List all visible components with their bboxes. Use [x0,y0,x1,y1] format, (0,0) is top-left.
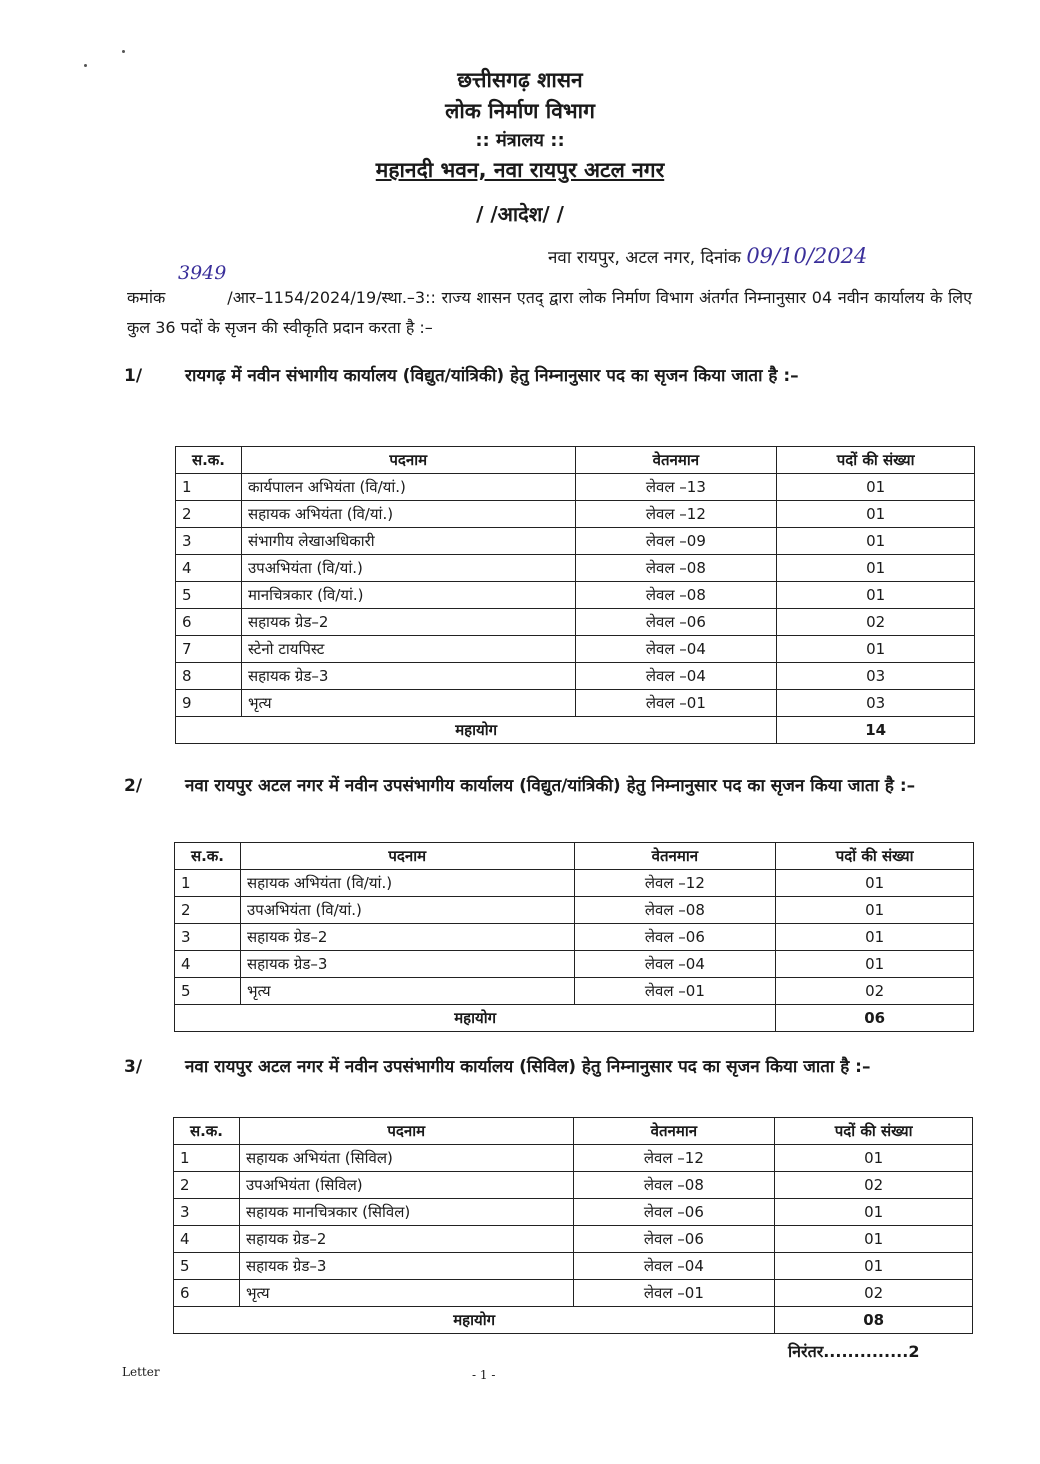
section-text: नवा रायपुर अटल नगर में नवीन उपसंभागीय कार्यालय (विद्युत/यांत्रिकी) हेतु निम्नानुसार पद का सृजन किया जाता है :– [185,776,916,796]
cell-count: 03 [777,663,975,690]
table-row [175,978,974,1005]
handwritten-date: 09/10/2024 [746,244,868,268]
table-row [176,636,975,663]
table-row [174,1226,973,1253]
col-header-pay: वेतनमान [574,843,776,870]
cell-post: सहायक ग्रेड–2 [239,1226,573,1253]
cell-sn: 4 [176,555,242,582]
posts-table [173,1117,973,1334]
posts-table [175,446,975,744]
continued-marker: निरंतर..............2 [788,1342,920,1361]
table-row [176,663,975,690]
header-department: लोक निर्माण विभाग [445,99,595,123]
cell-sn: 9 [176,690,242,717]
cell-count: 01 [777,555,975,582]
cell-post: उपअभियंता (वि/यां.) [241,555,575,582]
cell-post: भृत्य [241,690,575,717]
cell-post: संभागीय लेखाअधिकारी [241,528,575,555]
cell-count: 01 [776,951,974,978]
cell-total-label: महायोग [174,1307,775,1334]
table-row [176,501,975,528]
table-row [176,555,975,582]
cell-count: 02 [775,1172,973,1199]
table-row [176,582,975,609]
cell-count: 01 [775,1253,973,1280]
col-header-post: पदनाम [239,1118,573,1145]
cell-total-value: 06 [776,1005,974,1032]
cell-pay: लेवल –08 [575,582,777,609]
section-number: 1/ [124,366,143,386]
posts-table [174,842,974,1032]
cell-sn: 2 [174,1172,240,1199]
table-row [174,1172,973,1199]
col-header-count: पदों की संख्या [777,447,975,474]
cell-sn: 1 [175,870,241,897]
cell-count: 01 [775,1145,973,1172]
cell-sn: 2 [176,501,242,528]
col-header-post: पदनाम [241,447,575,474]
dateline-place: नवा रायपुर, अटल नगर, दिनांक [548,248,741,268]
cell-sn: 4 [174,1226,240,1253]
cell-count: 01 [777,528,975,555]
cell-post: उपअभियंता (सिविल) [239,1172,573,1199]
cell-sn: 7 [176,636,242,663]
cell-pay: लेवल –12 [573,1145,775,1172]
cell-post: कार्यपालन अभियंता (वि/यां.) [241,474,575,501]
order-paragraph [127,283,972,343]
cell-sn: 6 [174,1280,240,1307]
cell-sn: 5 [175,978,241,1005]
cell-total-value: 14 [777,717,975,744]
cell-count: 03 [777,690,975,717]
cell-sn: 2 [175,897,241,924]
header-address: महानदी भवन, नवा रायपुर अटल नगर [375,158,665,182]
scan-speck [122,50,125,53]
paper-size-label: Letter [122,1365,160,1379]
table-total-row [174,1307,973,1334]
table-row [175,870,974,897]
cell-pay: लेवल –04 [575,663,777,690]
cell-post: भृत्य [240,978,574,1005]
col-header-pay: वेतनमान [573,1118,775,1145]
order-title: / /आदेश/ / [476,202,564,226]
cell-post: स्टेनो टायपिस्ट [241,636,575,663]
col-header-sn: स.क. [176,447,242,474]
cell-count: 01 [775,1226,973,1253]
cell-pay: लेवल –01 [574,978,776,1005]
cell-count: 02 [777,609,975,636]
cell-pay: लेवल –08 [573,1172,775,1199]
cell-sn: 3 [176,528,242,555]
table-row [176,609,975,636]
cell-sn: 1 [176,474,242,501]
cell-count: 01 [777,501,975,528]
cell-pay: लेवल –13 [575,474,777,501]
cell-post: सहायक ग्रेड–3 [241,663,575,690]
cell-post: सहायक अभियंता (वि/यां.) [240,870,574,897]
col-header-sn: स.क. [175,843,241,870]
cell-count: 02 [776,978,974,1005]
cell-total-value: 08 [775,1307,973,1334]
cell-count: 01 [776,870,974,897]
cell-pay: लेवल –01 [575,690,777,717]
table-row [174,1199,973,1226]
cell-pay: लेवल –12 [574,870,776,897]
cell-pay: लेवल –12 [575,501,777,528]
cell-post: उपअभियंता (वि/यां.) [240,897,574,924]
cell-total-label: महायोग [175,1005,776,1032]
cell-pay: लेवल –06 [574,924,776,951]
col-header-count: पदों की संख्या [776,843,974,870]
cell-count: 01 [776,897,974,924]
header-ministry: :: मंत्रालय :: [475,130,565,151]
cell-post: सहायक ग्रेड–2 [240,924,574,951]
cell-post: सहायक ग्रेड–2 [241,609,575,636]
section-number: 3/ [124,1057,143,1077]
table-header-row [174,1118,973,1145]
section-text: नवा रायपुर अटल नगर में नवीन उपसंभागीय कार्यालय (सिविल) हेतु निम्नानुसार पद का सृजन किया जाता है :– [185,1057,871,1077]
cell-post: सहायक अभियंता (वि/यां.) [241,501,575,528]
table-row [174,1280,973,1307]
cell-pay: लेवल –04 [573,1253,775,1280]
table-header-row [176,447,975,474]
cell-pay: लेवल –04 [574,951,776,978]
table-row [175,951,974,978]
table-row [174,1253,973,1280]
table-row [176,474,975,501]
cell-sn: 8 [176,663,242,690]
cell-pay: लेवल –06 [575,609,777,636]
col-header-sn: स.क. [174,1118,240,1145]
cell-count: 01 [777,582,975,609]
cell-pay: लेवल –09 [575,528,777,555]
handwritten-order-number: 3949 [178,262,227,284]
table-row [175,897,974,924]
table-row [175,924,974,951]
table-row [176,690,975,717]
cell-sn: 6 [176,609,242,636]
cell-post: मानचित्रकार (वि/यां.) [241,582,575,609]
cell-sn: 4 [175,951,241,978]
table-total-row [175,1005,974,1032]
section-text: रायगढ़ में नवीन संभागीय कार्यालय (विद्युत/यांत्रिकी) हेतु निम्नानुसार पद का सृजन किया जाता है :– [185,366,799,386]
cell-sn: 3 [174,1199,240,1226]
section-number: 2/ [124,776,143,796]
order-text: /आर–1154/2024/19/स्था.–3:: राज्य शासन एतद् द्वारा लोक निर्माण विभाग अंतर्गत निम्नानुसार 04 नवीन कार्यालय के लिए कुल 36 पदों के सृजन की स्वीकृति प्रदान करता है :– [127,288,972,337]
table-row [176,528,975,555]
table-total-row [176,717,975,744]
cell-pay: लेवल –06 [573,1199,775,1226]
col-header-count: पदों की संख्या [775,1118,973,1145]
order-prefix: कमांक [127,288,166,307]
cell-pay: लेवल –08 [574,897,776,924]
cell-count: 01 [776,924,974,951]
cell-pay: लेवल –08 [575,555,777,582]
cell-pay: लेवल –04 [575,636,777,663]
col-header-pay: वेतनमान [575,447,777,474]
col-header-post: पदनाम [240,843,574,870]
table-row [174,1145,973,1172]
table-header-row [175,843,974,870]
cell-count: 01 [777,474,975,501]
cell-post: सहायक अभियंता (सिविल) [239,1145,573,1172]
dateline [548,244,867,268]
page-number: - 1 - [472,1368,496,1382]
cell-total-label: महायोग [176,717,777,744]
cell-post: भृत्य [239,1280,573,1307]
cell-pay: लेवल –06 [573,1226,775,1253]
cell-count: 02 [775,1280,973,1307]
cell-post: सहायक ग्रेड–3 [239,1253,573,1280]
header-government: छत्तीसगढ़ शासन [457,68,583,92]
cell-sn: 3 [175,924,241,951]
cell-pay: लेवल –01 [573,1280,775,1307]
cell-sn: 5 [176,582,242,609]
cell-count: 01 [775,1199,973,1226]
cell-post: सहायक ग्रेड–3 [240,951,574,978]
cell-sn: 5 [174,1253,240,1280]
cell-count: 01 [777,636,975,663]
cell-sn: 1 [174,1145,240,1172]
cell-post: सहायक मानचित्रकार (सिविल) [239,1199,573,1226]
